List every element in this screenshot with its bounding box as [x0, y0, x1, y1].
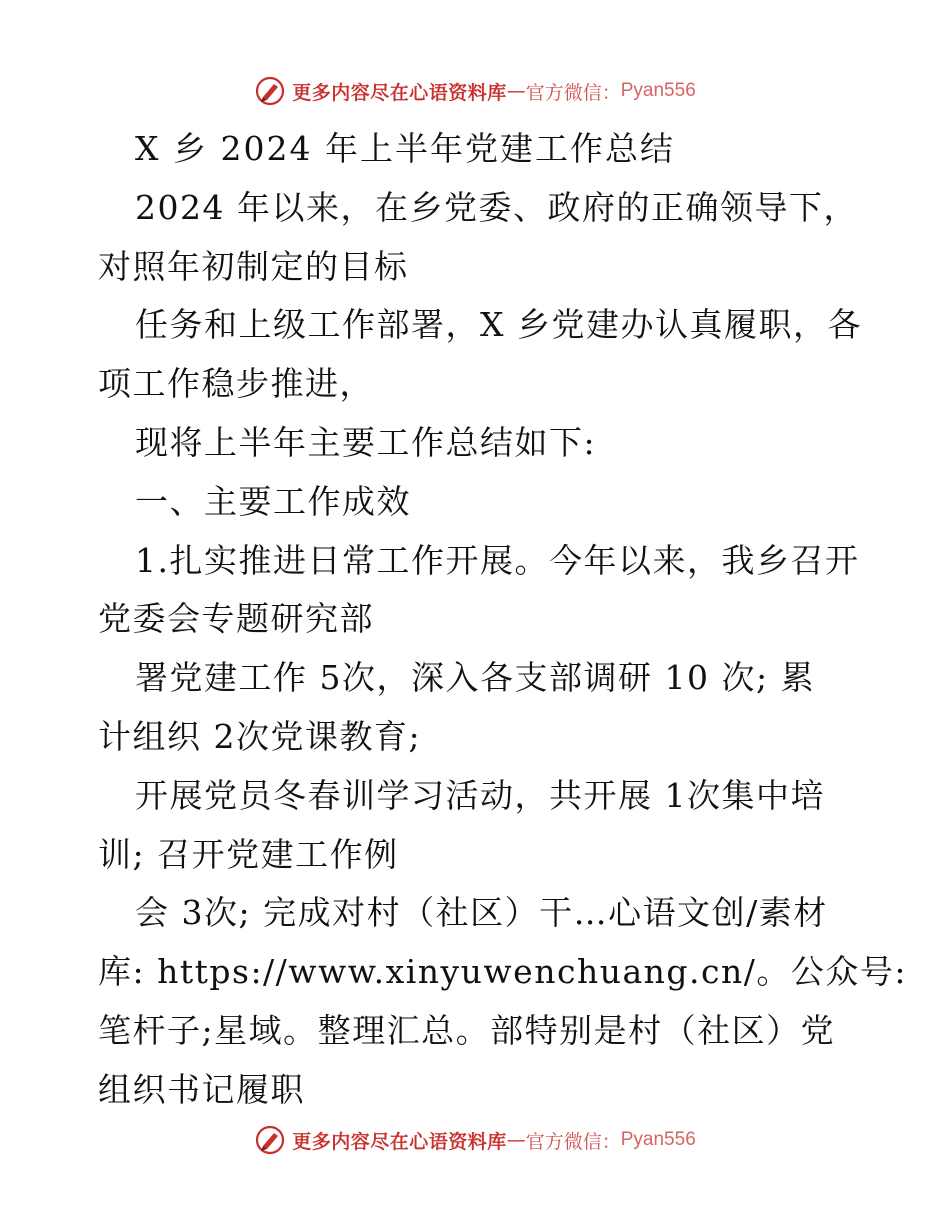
watermark-separator: — — [506, 80, 526, 102]
pen-logo-icon — [254, 1124, 286, 1156]
paragraph-line: 计组织 2次党课教育; — [98, 716, 422, 756]
watermark-separator: — — [506, 1129, 526, 1151]
watermark-brand-text: 更多内容尽在心语资料库 — [292, 1130, 507, 1153]
document-title: X 乡 2024 年上半年党建工作总结 — [135, 129, 675, 168]
section-heading: 一、主要工作成效 — [135, 481, 411, 521]
paragraph-line: 库: https://www.xinyuwenchuang.cn/。公众号: — [98, 952, 907, 992]
paragraph-line: 项工作稳步推进， — [98, 364, 374, 404]
paragraph-line: 署党建工作 5次，深入各支部调研 10 次; 累 — [135, 658, 816, 698]
pen-logo-icon — [254, 75, 286, 107]
paragraph-line: 会 3次; 完成对村（社区）干…心语文创/素材 — [135, 893, 828, 933]
document-body — [98, 120, 907, 1120]
watermark-header — [0, 71, 950, 111]
paragraph-line: 对照年初制定的目标 — [98, 246, 409, 286]
paragraph-line: 1.扎实推进日常工作开展。今年以来，我乡召开 — [135, 540, 860, 580]
watermark-wechat-id: Pyan556 — [620, 80, 696, 101]
watermark-footer — [0, 1120, 950, 1160]
paragraph-line: 现将上半年主要工作总结如下: — [135, 422, 597, 462]
watermark-wechat-label: 官方微信： — [525, 81, 621, 104]
paragraph-line: 任务和上级工作部署，X 乡党建办认真履职，各 — [135, 305, 862, 345]
paragraph-line: 2024 年以来，在乡党委、政府的正确领导下， — [135, 187, 858, 227]
watermark-wechat-id: Pyan556 — [620, 1129, 696, 1150]
paragraph-line: 训; 召开党建工作例 — [98, 834, 399, 874]
paragraph-line: 开展党员冬春训学习活动，共开展 1次集中培 — [135, 775, 825, 815]
paragraph-line: 组织书记履职 — [98, 1069, 305, 1109]
paragraph-line: 笔杆子;星域。整理汇总。部特别是村（社区）党 — [98, 1010, 836, 1050]
paragraph-line: 党委会专题研究部 — [98, 599, 374, 639]
watermark-brand-text: 更多内容尽在心语资料库 — [292, 81, 507, 104]
watermark-wechat-label: 官方微信： — [525, 1130, 621, 1153]
